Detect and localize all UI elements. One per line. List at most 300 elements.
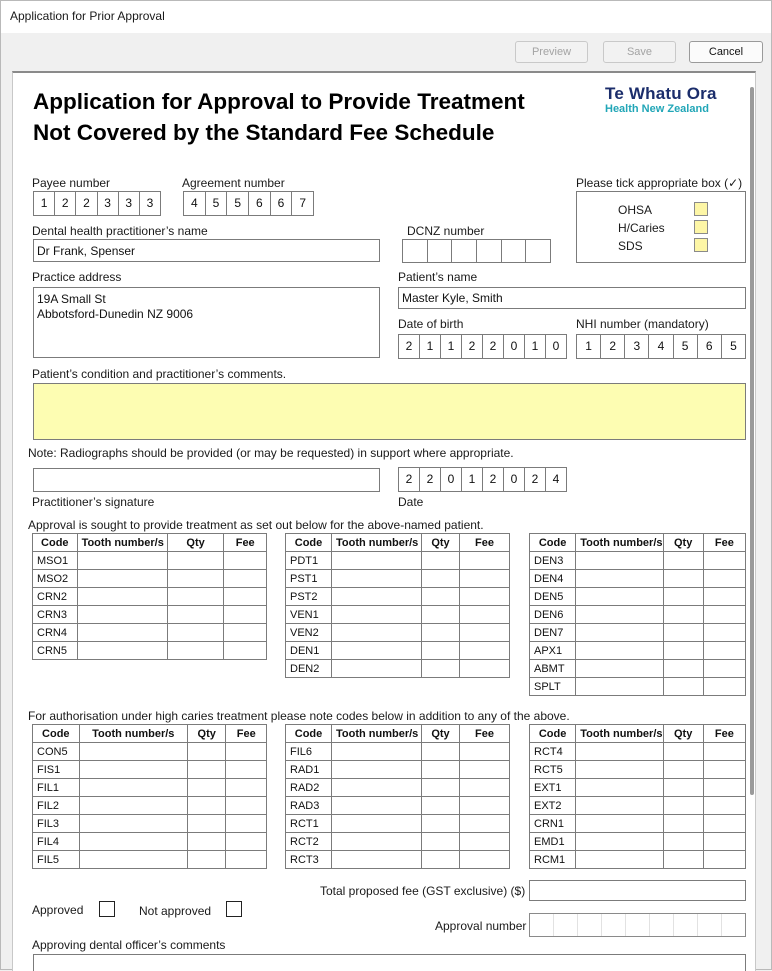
fee-cell[interactable] [224, 588, 267, 606]
qty-cell[interactable] [187, 797, 225, 815]
fee-cell[interactable] [703, 761, 745, 779]
table-row [530, 552, 746, 570]
agreement-digit: 4 [190, 196, 198, 210]
treatment-code: DEN6 [530, 606, 576, 624]
dob-digit: 1 [419, 335, 440, 358]
qty-cell[interactable] [663, 642, 703, 660]
date-field[interactable] [398, 467, 567, 492]
treatment-table-2a [32, 724, 267, 869]
payee-digit: 2 [54, 192, 75, 215]
tooth-number-cell[interactable] [79, 815, 187, 833]
treatment-code: RCM1 [530, 851, 576, 869]
officer-comments-field[interactable] [33, 954, 746, 971]
treatment-code: PST2 [286, 588, 332, 606]
date-digit: 0 [503, 468, 524, 491]
fee-cell[interactable] [703, 606, 745, 624]
signature-field[interactable] [33, 468, 380, 492]
tooth-number-cell[interactable] [77, 552, 167, 570]
option-sds-checkbox[interactable] [694, 238, 708, 252]
treatment-table-2c [529, 724, 746, 869]
dob-label: Date of birth [398, 317, 464, 331]
approval-digit [649, 914, 673, 936]
code-column-header: Code [33, 534, 78, 552]
nhi-number-label: NHI number (mandatory) [576, 317, 709, 331]
approval-number-field[interactable] [529, 913, 746, 937]
payee-number-label: Payee number [32, 176, 111, 190]
table-row [33, 833, 267, 851]
qty-cell[interactable] [663, 833, 703, 851]
tooth-number-cell[interactable] [576, 833, 663, 851]
signature-label: Practitioner’s signature [32, 495, 155, 509]
table-row [33, 851, 267, 869]
tooth-number-cell[interactable] [576, 815, 663, 833]
tooth-number-cell[interactable] [77, 606, 167, 624]
treatment-code: RAD1 [286, 761, 332, 779]
dcnz-digit [451, 240, 476, 262]
fee-cell[interactable] [460, 606, 510, 624]
tooth-number-cell[interactable] [77, 624, 167, 642]
table-row [530, 678, 746, 696]
fee-cell[interactable] [224, 606, 267, 624]
form-heading-line2: Not Covered by the Standard Fee Schedule [33, 120, 495, 145]
logo-text: Te Whatu Ora [605, 84, 717, 103]
tooth-number-cell[interactable] [332, 588, 422, 606]
treatment-code: EXT2 [530, 797, 576, 815]
tooth-number-cell[interactable] [332, 833, 422, 851]
dcnz-number-field[interactable] [402, 239, 551, 263]
tooth-number-cell[interactable] [332, 660, 422, 678]
table-row [286, 606, 510, 624]
tooth-number-cell[interactable] [77, 588, 167, 606]
fee-cell[interactable] [226, 815, 267, 833]
qty-cell[interactable] [422, 552, 460, 570]
qty-cell[interactable] [663, 570, 703, 588]
treatment-code: APX1 [530, 642, 576, 660]
fee-cell[interactable] [703, 851, 745, 869]
date-digit: 1 [461, 468, 482, 491]
nhi-digit: 4 [648, 335, 672, 358]
tooth-number-cell[interactable] [576, 851, 663, 869]
qty-cell[interactable] [422, 815, 460, 833]
dob-digit: 0 [503, 335, 524, 358]
table-row [530, 779, 746, 797]
date-digit: 2 [405, 472, 413, 486]
fee-cell[interactable] [460, 588, 510, 606]
fee-cell[interactable] [460, 797, 510, 815]
form-page [12, 71, 756, 971]
fee-cell[interactable] [703, 552, 745, 570]
table-row [530, 833, 746, 851]
table-row [530, 606, 746, 624]
qty-cell[interactable] [187, 833, 225, 851]
qty-cell[interactable] [663, 851, 703, 869]
fee-column-header: Fee [224, 534, 267, 552]
tooth-number-cell[interactable] [576, 624, 663, 642]
payee-digit: 2 [75, 192, 96, 215]
condition-label: Patient’s condition and practitioner’s comments. [32, 367, 287, 381]
treatment-code: FIS1 [33, 761, 80, 779]
tooth-number-cell[interactable] [79, 743, 187, 761]
qty-cell[interactable] [422, 642, 460, 660]
patient-name-label: Patient’s name [398, 270, 478, 284]
fee-cell[interactable] [224, 624, 267, 642]
fee-cell[interactable] [460, 851, 510, 869]
tooth-number-cell[interactable] [576, 570, 663, 588]
tooth-column-header: Tooth number/s [77, 534, 167, 552]
preview-button[interactable]: Preview [515, 41, 588, 63]
table-header-row [33, 534, 267, 552]
tooth-number-cell[interactable] [576, 678, 663, 696]
nhi-digit: 2 [600, 335, 624, 358]
treatment-table-1c [529, 533, 746, 696]
approval-digit [577, 914, 601, 936]
fee-cell[interactable] [226, 779, 267, 797]
tooth-number-cell[interactable] [576, 779, 663, 797]
option-sds-label: SDS [618, 239, 643, 253]
qty-cell[interactable] [422, 797, 460, 815]
program-tick-group [576, 191, 746, 263]
fee-cell[interactable] [460, 833, 510, 851]
agreement-digit: 7 [291, 192, 313, 215]
fee-cell[interactable] [703, 642, 745, 660]
qty-cell[interactable] [187, 779, 225, 797]
nhi-digit: 1 [585, 339, 592, 353]
qty-column-header: Qty [422, 534, 460, 552]
tooth-column-header: Tooth number/s [332, 725, 422, 743]
total-fee-label: Total proposed fee (GST exclusive) ($) [320, 884, 526, 898]
fee-cell[interactable] [460, 642, 510, 660]
table-row [286, 660, 510, 678]
treatment-code: DEN4 [530, 570, 576, 588]
tooth-column-header: Tooth number/s [576, 725, 663, 743]
qty-cell[interactable] [167, 624, 224, 642]
fee-cell[interactable] [703, 797, 745, 815]
fee-cell[interactable] [703, 588, 745, 606]
qty-cell[interactable] [422, 851, 460, 869]
treatment-code: DEN1 [286, 642, 332, 660]
qty-cell[interactable] [422, 833, 460, 851]
treatment-code: RCT2 [286, 833, 332, 851]
code-column-header: Code [530, 725, 576, 743]
table-header-row [530, 534, 746, 552]
dob-digit: 2 [482, 335, 503, 358]
treatment-code: SPLT [530, 678, 576, 696]
fee-column-header: Fee [460, 725, 510, 743]
fee-cell[interactable] [460, 552, 510, 570]
qty-cell[interactable] [167, 570, 224, 588]
table-row [33, 761, 267, 779]
fee-cell[interactable] [226, 743, 267, 761]
practice-address-line2: Abbotsford-Dunedin NZ 9006 [37, 307, 194, 321]
table-row [286, 624, 510, 642]
agreement-number-field[interactable] [183, 191, 314, 216]
approval-digit [625, 914, 649, 936]
approved-label: Approved [32, 903, 84, 917]
qty-cell[interactable] [663, 797, 703, 815]
patient-name-value: Master Kyle, Smith [402, 291, 503, 305]
treatment-code: DEN3 [530, 552, 576, 570]
approved-checkbox[interactable] [99, 901, 115, 917]
tooth-number-cell[interactable] [332, 761, 422, 779]
qty-cell[interactable] [422, 588, 460, 606]
tooth-column-header: Tooth number/s [576, 534, 663, 552]
patient-name-field[interactable] [398, 287, 746, 309]
qty-cell[interactable] [187, 761, 225, 779]
practitioner-name-field[interactable] [33, 239, 380, 262]
qty-cell[interactable] [422, 779, 460, 797]
qty-cell[interactable] [422, 570, 460, 588]
tooth-number-cell[interactable] [79, 851, 187, 869]
qty-cell[interactable] [663, 779, 703, 797]
fee-column-header: Fee [460, 534, 510, 552]
fee-column-header: Fee [703, 534, 745, 552]
dob-digit: 1 [524, 335, 545, 358]
tooth-number-cell[interactable] [576, 743, 663, 761]
total-fee-field[interactable] [529, 880, 746, 901]
date-digit: 2 [524, 468, 545, 491]
dcnz-digit [476, 240, 501, 262]
tooth-number-cell[interactable] [576, 606, 663, 624]
fee-cell[interactable] [226, 833, 267, 851]
fee-cell[interactable] [460, 761, 510, 779]
code-column-header: Code [286, 725, 332, 743]
dob-digit: 2 [405, 339, 413, 353]
code-column-header: Code [286, 534, 332, 552]
fee-column-header: Fee [226, 725, 267, 743]
approval-digit [530, 914, 553, 936]
tooth-number-cell[interactable] [332, 797, 422, 815]
table-row [286, 570, 510, 588]
officer-comments-label: Approving dental officer’s comments [32, 938, 226, 952]
fee-cell[interactable] [460, 660, 510, 678]
nhi-number-field[interactable] [576, 334, 746, 359]
treatment-code: FIL1 [33, 779, 80, 797]
date-digit: 0 [440, 468, 461, 491]
qty-cell[interactable] [663, 660, 703, 678]
tooth-number-cell[interactable] [332, 815, 422, 833]
tooth-number-cell[interactable] [576, 761, 663, 779]
qty-cell[interactable] [167, 552, 224, 570]
table-row [530, 797, 746, 815]
fee-cell[interactable] [460, 779, 510, 797]
tooth-number-cell[interactable] [332, 779, 422, 797]
agreement-digit: 5 [205, 192, 227, 215]
approval-digit [673, 914, 697, 936]
fee-cell[interactable] [460, 743, 510, 761]
fee-cell[interactable] [703, 624, 745, 642]
approval-digit [601, 914, 625, 936]
fee-cell[interactable] [703, 833, 745, 851]
fee-cell[interactable] [226, 761, 267, 779]
table-row [530, 642, 746, 660]
payee-number-field[interactable] [33, 191, 161, 216]
dcnz-digit [525, 240, 550, 262]
qty-cell[interactable] [422, 743, 460, 761]
condition-comments-field[interactable] [33, 383, 746, 440]
dcnz-digit [427, 240, 452, 262]
payee-digit: 3 [97, 192, 118, 215]
practice-address-field[interactable] [33, 287, 380, 358]
dcnz-digit [403, 240, 427, 262]
tooth-number-cell[interactable] [576, 660, 663, 678]
save-button[interactable]: Save [603, 41, 676, 63]
table-row [286, 588, 510, 606]
window-title: Application for Prior Approval [10, 9, 165, 23]
table-row [286, 552, 510, 570]
treatment-code: MSO2 [33, 570, 78, 588]
table-row [530, 815, 746, 833]
table-row [530, 624, 746, 642]
scrollbar[interactable] [750, 87, 754, 795]
fee-cell[interactable] [224, 552, 267, 570]
qty-cell[interactable] [663, 624, 703, 642]
tooth-number-cell[interactable] [77, 642, 167, 660]
tooth-number-cell[interactable] [79, 797, 187, 815]
fee-cell[interactable] [226, 797, 267, 815]
not-approved-checkbox[interactable] [226, 901, 242, 917]
qty-cell[interactable] [663, 588, 703, 606]
fee-cell[interactable] [703, 660, 745, 678]
treatment-code: VEN2 [286, 624, 332, 642]
qty-cell[interactable] [422, 606, 460, 624]
nhi-digit: 5 [673, 335, 697, 358]
table-row [286, 779, 510, 797]
approval-digit [721, 914, 745, 936]
dob-digit: 2 [461, 335, 482, 358]
treatment-code: PDT1 [286, 552, 332, 570]
table-row [286, 833, 510, 851]
treatment-code: VEN1 [286, 606, 332, 624]
practitioner-name-value: Dr Frank, Spenser [37, 244, 136, 258]
treatment-code: PST1 [286, 570, 332, 588]
fee-cell[interactable] [460, 624, 510, 642]
fee-cell[interactable] [703, 779, 745, 797]
treatment-code: FIL2 [33, 797, 80, 815]
qty-column-header: Qty [422, 725, 460, 743]
fee-cell[interactable] [226, 851, 267, 869]
table-header-row [530, 725, 746, 743]
tooth-number-cell[interactable] [332, 624, 422, 642]
table-row [33, 552, 267, 570]
table-header-row [286, 534, 510, 552]
practice-address-line1: 19A Small St [37, 292, 106, 306]
code-column-header: Code [33, 725, 80, 743]
qty-cell[interactable] [422, 660, 460, 678]
table-row [33, 642, 267, 660]
qty-cell[interactable] [663, 606, 703, 624]
practice-address-label: Practice address [32, 270, 122, 284]
fee-cell[interactable] [703, 570, 745, 588]
fee-cell[interactable] [703, 678, 745, 696]
option-ohsa-checkbox[interactable] [694, 202, 708, 216]
qty-cell[interactable] [663, 552, 703, 570]
treatment-code: CRN5 [33, 642, 78, 660]
qty-cell[interactable] [663, 761, 703, 779]
qty-cell[interactable] [187, 851, 225, 869]
qty-cell[interactable] [422, 624, 460, 642]
tooth-number-cell[interactable] [332, 552, 422, 570]
treatment-code: RAD2 [286, 779, 332, 797]
qty-cell[interactable] [663, 678, 703, 696]
tooth-number-cell[interactable] [332, 642, 422, 660]
qty-cell[interactable] [187, 815, 225, 833]
qty-cell[interactable] [663, 743, 703, 761]
fee-cell[interactable] [224, 642, 267, 660]
option-hcaries-label: H/Caries [618, 221, 665, 235]
treatment-code: CRN1 [530, 815, 576, 833]
treatment-code: CRN4 [33, 624, 78, 642]
tooth-number-cell[interactable] [79, 833, 187, 851]
qty-column-header: Qty [663, 725, 703, 743]
table-row [33, 624, 267, 642]
fee-cell[interactable] [224, 570, 267, 588]
table-row [286, 851, 510, 869]
fee-cell[interactable] [703, 743, 745, 761]
tooth-number-cell[interactable] [77, 570, 167, 588]
payee-digit: 1 [40, 196, 48, 210]
treatment-code: CRN2 [33, 588, 78, 606]
date-digit: 2 [482, 468, 503, 491]
treatment-code: MSO1 [33, 552, 78, 570]
fee-cell[interactable] [460, 815, 510, 833]
treatment-code: FIL4 [33, 833, 80, 851]
title-bar [1, 1, 771, 33]
tooth-number-cell[interactable] [332, 606, 422, 624]
table-row [286, 815, 510, 833]
date-label: Date [398, 495, 424, 509]
table-row [33, 570, 267, 588]
qty-cell[interactable] [167, 642, 224, 660]
tooth-number-cell[interactable] [576, 642, 663, 660]
treatment-code: EXT1 [530, 779, 576, 797]
tooth-number-cell[interactable] [332, 570, 422, 588]
qty-cell[interactable] [187, 743, 225, 761]
tooth-number-cell[interactable] [332, 851, 422, 869]
dob-digit: 1 [440, 335, 461, 358]
table-row [530, 851, 746, 869]
agreement-digit: 6 [270, 192, 292, 215]
table-row [530, 743, 746, 761]
tooth-number-cell[interactable] [79, 761, 187, 779]
qty-cell[interactable] [167, 588, 224, 606]
treatment-code: DEN2 [286, 660, 332, 678]
tooth-number-cell[interactable] [576, 797, 663, 815]
fee-cell[interactable] [703, 815, 745, 833]
cancel-button[interactable]: Cancel [689, 41, 763, 63]
radiograph-note: Note: Radiographs should be provided (or may be requested) in support where appropriate. [28, 446, 514, 460]
treatment-code: FIL6 [286, 743, 332, 761]
fee-cell[interactable] [460, 570, 510, 588]
qty-cell[interactable] [422, 761, 460, 779]
approval-digit [553, 914, 577, 936]
treatment-code: FIL5 [33, 851, 80, 869]
option-hcaries-checkbox[interactable] [694, 220, 708, 234]
dcnz-number-label: DCNZ number [407, 224, 485, 238]
tooth-number-cell[interactable] [79, 779, 187, 797]
treatment-code: CON5 [33, 743, 80, 761]
tooth-number-cell[interactable] [332, 743, 422, 761]
qty-cell[interactable] [167, 606, 224, 624]
tooth-column-header: Tooth number/s [332, 534, 422, 552]
tooth-number-cell[interactable] [576, 588, 663, 606]
qty-cell[interactable] [663, 815, 703, 833]
dob-field[interactable] [398, 334, 567, 359]
treatment-table-2b [285, 724, 510, 869]
table-row [33, 779, 267, 797]
practitioner-name-label: Dental health practitioner’s name [32, 224, 208, 238]
tick-box-label: Please tick appropriate box (✓) [576, 176, 743, 190]
tooth-number-cell[interactable] [576, 552, 663, 570]
